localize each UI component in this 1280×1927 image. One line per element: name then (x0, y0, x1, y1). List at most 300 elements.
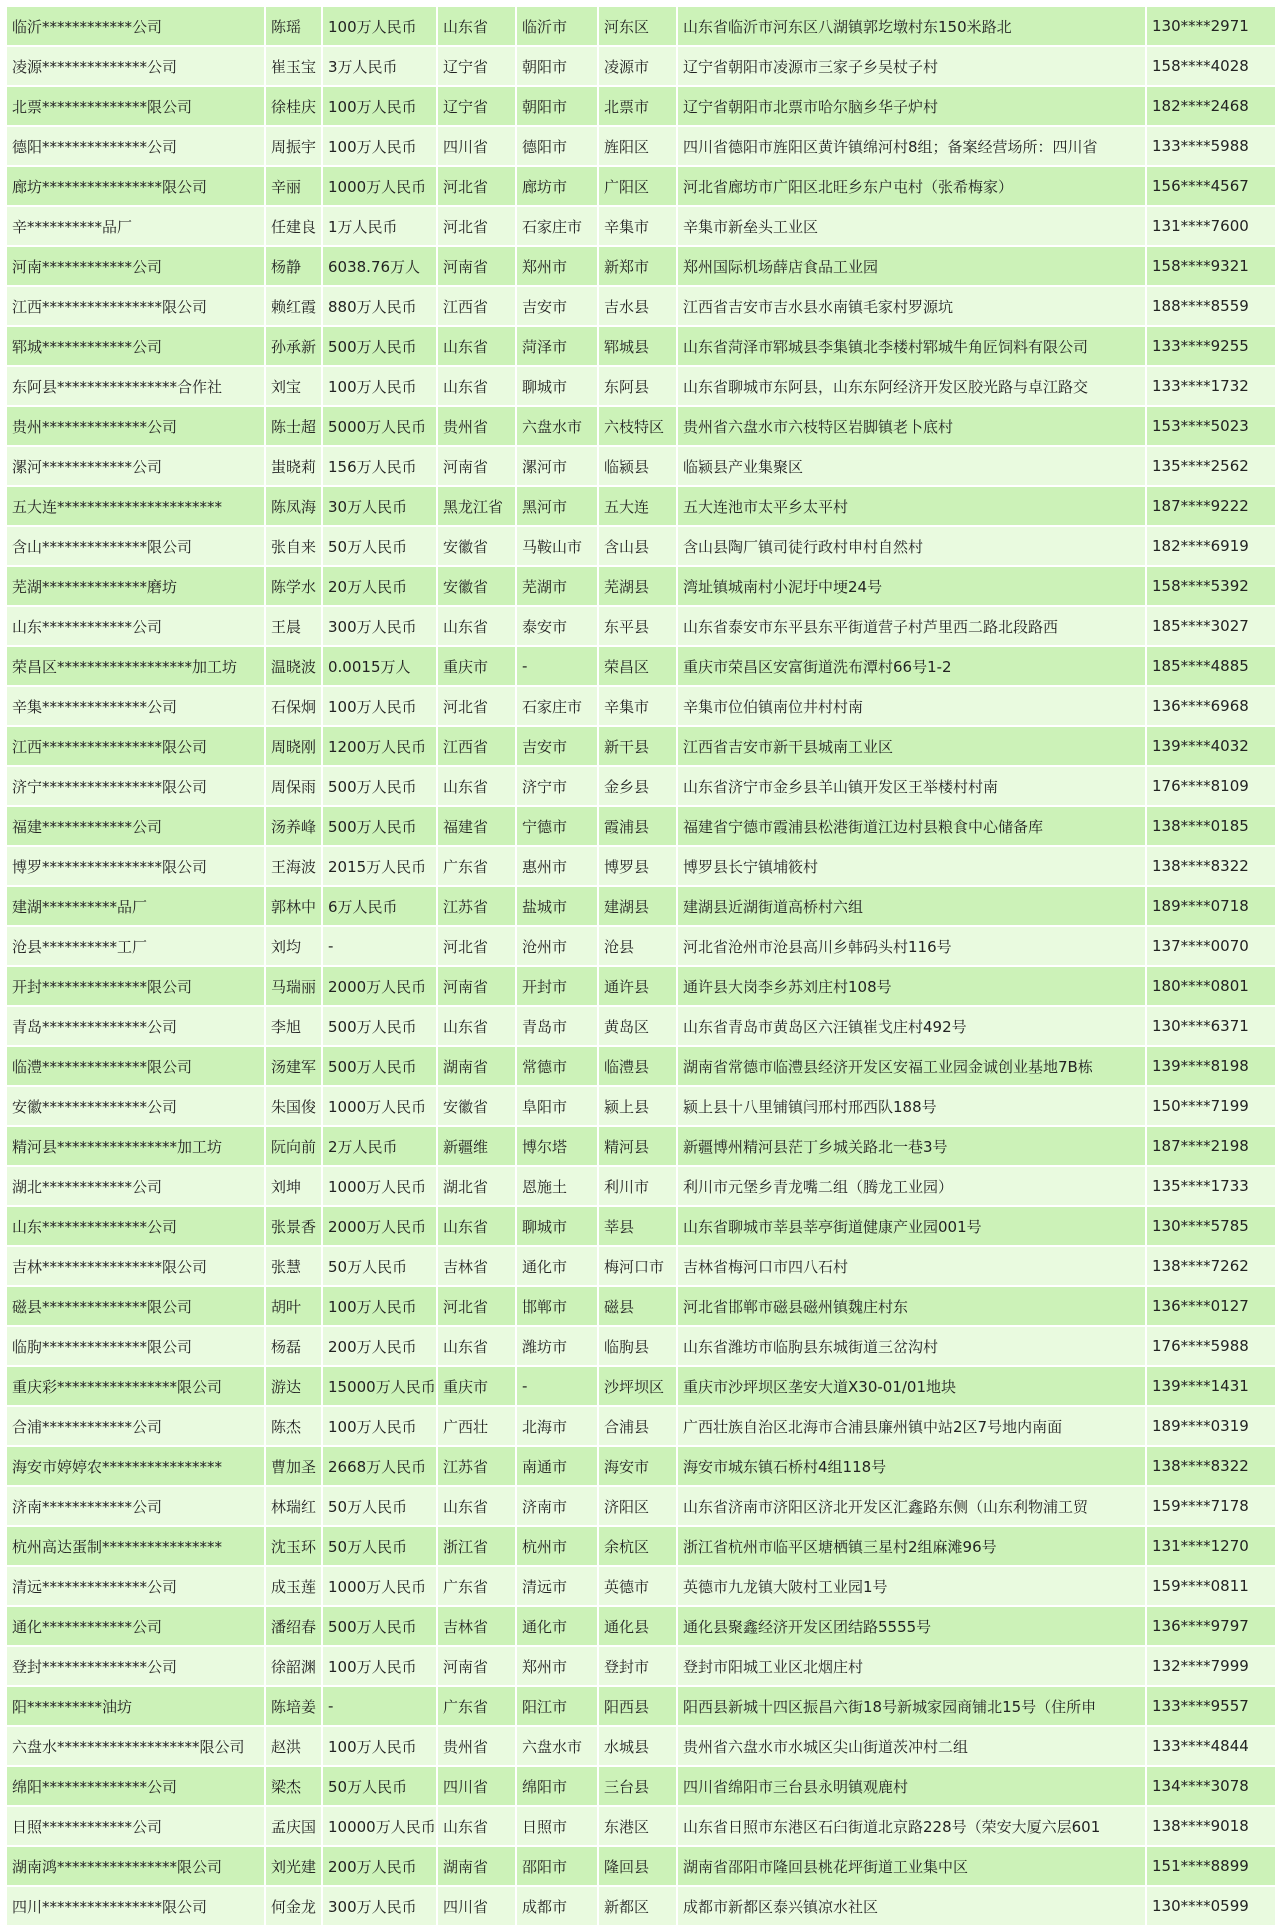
company-name-cell: 沧县**********工厂 (7, 927, 264, 965)
table-row (7, 447, 1275, 485)
company-name-cell: 精河县****************加工坊 (7, 1127, 264, 1165)
registered-capital-cell: 15000万人民币 (323, 1367, 436, 1405)
registered-capital-cell: - (323, 927, 436, 965)
province-cell: 广东省 (438, 1687, 515, 1725)
phone-cell: 159****0811 (1147, 1567, 1275, 1605)
province-cell: 湖南省 (438, 1847, 515, 1885)
province-cell: 江西省 (438, 727, 515, 765)
address-cell: 吉林省梅河口市四八石村 (678, 1247, 1145, 1285)
city-cell: 开封市 (517, 967, 597, 1005)
table-row (7, 607, 1275, 645)
contact-name-cell: 陈培姜 (266, 1687, 321, 1725)
phone-cell: 131****7600 (1147, 207, 1275, 245)
registered-capital-cell: 100万人民币 (323, 7, 436, 45)
table-row (7, 1567, 1275, 1605)
registered-capital-cell: 2668万人民币 (323, 1447, 436, 1485)
province-cell: 湖北省 (438, 1167, 515, 1205)
address-cell: 新疆博州精河县茫丁乡城关路北一巷3号 (678, 1127, 1145, 1165)
address-cell: 辛集市位伯镇南位井村村南 (678, 687, 1145, 725)
province-cell: 重庆市 (438, 1367, 515, 1405)
address-cell: 海安市城东镇石桥村4组118号 (678, 1447, 1145, 1485)
table-body (7, 7, 1275, 1925)
address-cell: 江西省吉安市吉水县水南镇毛家村罗源坑 (678, 287, 1145, 325)
district-cell: 莘县 (599, 1207, 676, 1245)
company-name-cell: 日照************公司 (7, 1807, 264, 1845)
contact-name-cell: 成玉莲 (266, 1567, 321, 1605)
phone-cell: 130****5785 (1147, 1207, 1275, 1245)
table-row (7, 1087, 1275, 1125)
district-cell: 合浦县 (599, 1407, 676, 1445)
address-cell: 重庆市沙坪坝区垄安大道X30-01/01地块 (678, 1367, 1145, 1405)
province-cell: 浙江省 (438, 1527, 515, 1565)
city-cell: 阳江市 (517, 1687, 597, 1725)
registered-capital-cell: 1000万人民币 (323, 1167, 436, 1205)
registered-capital-cell: 100万人民币 (323, 127, 436, 165)
province-cell: 山东省 (438, 367, 515, 405)
province-cell: 黑龙江省 (438, 487, 515, 525)
phone-cell: 150****7199 (1147, 1087, 1275, 1125)
address-cell: 建湖县近湖街道高桥村六组 (678, 887, 1145, 925)
company-name-cell: 芜湖**************磨坊 (7, 567, 264, 605)
contact-name-cell: 任建良 (266, 207, 321, 245)
company-name-cell: 登封**************公司 (7, 1647, 264, 1685)
table-row (7, 1487, 1275, 1525)
table-row (7, 687, 1275, 725)
company-name-cell: 通化************公司 (7, 1607, 264, 1645)
city-cell: 吉安市 (517, 287, 597, 325)
contact-name-cell: 李旭 (266, 1007, 321, 1045)
phone-cell: 189****0718 (1147, 887, 1275, 925)
district-cell: 广阳区 (599, 167, 676, 205)
company-name-cell: 河南************公司 (7, 247, 264, 285)
address-cell: 河北省沧州市沧县高川乡韩码头村116号 (678, 927, 1145, 965)
table-row (7, 647, 1275, 685)
company-name-cell: 四川****************限公司 (7, 1887, 264, 1925)
district-cell: 新郑市 (599, 247, 676, 285)
district-cell: 三台县 (599, 1767, 676, 1805)
phone-cell: 176****5988 (1147, 1327, 1275, 1365)
phone-cell: 182****6919 (1147, 527, 1275, 565)
city-cell: 通化市 (517, 1607, 597, 1645)
company-name-cell: 六盘水*******************限公司 (7, 1727, 264, 1765)
company-name-cell: 重庆彩****************限公司 (7, 1367, 264, 1405)
registered-capital-cell: 1000万人民币 (323, 1087, 436, 1125)
district-cell: 东平县 (599, 607, 676, 645)
contact-name-cell: 朱国俊 (266, 1087, 321, 1125)
province-cell: 湖南省 (438, 1047, 515, 1085)
address-cell: 河北省邯郸市磁县磁州镇魏庄村东 (678, 1287, 1145, 1325)
address-cell: 广西壮族自治区北海市合浦县廉州镇中站2区7号地内南面 (678, 1407, 1145, 1445)
table-row (7, 47, 1275, 85)
company-name-cell: 东阿县****************合作社 (7, 367, 264, 405)
district-cell: 北票市 (599, 87, 676, 125)
address-cell: 山东省临沂市河东区八湖镇郭圪墩村东150米路北 (678, 7, 1145, 45)
table-row (7, 1847, 1275, 1885)
table-row (7, 87, 1275, 125)
city-cell: 盐城市 (517, 887, 597, 925)
contact-name-cell: 刘均 (266, 927, 321, 965)
contact-name-cell: 徐桂庆 (266, 87, 321, 125)
district-cell: 临朐县 (599, 1327, 676, 1365)
contact-name-cell: 陈杰 (266, 1407, 321, 1445)
registered-capital-cell: 30万人民币 (323, 487, 436, 525)
registered-capital-cell: 1000万人民币 (323, 167, 436, 205)
phone-cell: 138****7262 (1147, 1247, 1275, 1285)
district-cell: 沙坪坝区 (599, 1367, 676, 1405)
city-cell: 六盘水市 (517, 1727, 597, 1765)
phone-cell: 135****2562 (1147, 447, 1275, 485)
phone-cell: 158****4028 (1147, 47, 1275, 85)
city-cell: 漯河市 (517, 447, 597, 485)
district-cell: 博罗县 (599, 847, 676, 885)
city-cell: 郑州市 (517, 247, 597, 285)
address-cell: 河北省廊坊市广阳区北旺乡东户屯村（张希梅家） (678, 167, 1145, 205)
address-cell: 湖南省邵阳市隆回县桃花坪街道工业集中区 (678, 1847, 1145, 1885)
contact-name-cell: 陈学水 (266, 567, 321, 605)
province-cell: 山东省 (438, 1327, 515, 1365)
registered-capital-cell: 100万人民币 (323, 1407, 436, 1445)
contact-name-cell: 王晨 (266, 607, 321, 645)
phone-cell: 151****8899 (1147, 1847, 1275, 1885)
registered-capital-cell: 2000万人民币 (323, 1207, 436, 1245)
table-row (7, 1407, 1275, 1445)
company-name-cell: 湖南鸿****************限公司 (7, 1847, 264, 1885)
city-cell: 石家庄市 (517, 687, 597, 725)
district-cell: 颍上县 (599, 1087, 676, 1125)
contact-name-cell: 陈士超 (266, 407, 321, 445)
phone-cell: 135****1733 (1147, 1167, 1275, 1205)
district-cell: 通化县 (599, 1607, 676, 1645)
registered-capital-cell: 50万人民币 (323, 1247, 436, 1285)
address-cell: 山东省青岛市黄岛区六汪镇崔戈庄村492号 (678, 1007, 1145, 1045)
city-cell: 济南市 (517, 1487, 597, 1525)
district-cell: 梅河口市 (599, 1247, 676, 1285)
province-cell: 四川省 (438, 1767, 515, 1805)
contact-name-cell: 石保炯 (266, 687, 321, 725)
phone-cell: 156****4567 (1147, 167, 1275, 205)
address-cell: 贵州省六盘水市水城区尖山街道茨冲村二组 (678, 1727, 1145, 1765)
company-name-cell: 吉林****************限公司 (7, 1247, 264, 1285)
table-row (7, 1727, 1275, 1765)
contact-name-cell: 周保雨 (266, 767, 321, 805)
contact-name-cell: 何金龙 (266, 1887, 321, 1925)
company-name-cell: 福建************公司 (7, 807, 264, 845)
contact-name-cell: 崔玉宝 (266, 47, 321, 85)
city-cell: 朝阳市 (517, 87, 597, 125)
district-cell: 吉水县 (599, 287, 676, 325)
address-cell: 阳西县新城十四区振昌六街18号新城家园商铺北15号（住所申 (678, 1687, 1145, 1725)
table-row (7, 247, 1275, 285)
address-cell: 含山县陶厂镇司徒行政村申村自然村 (678, 527, 1145, 565)
registered-capital-cell: 20万人民币 (323, 567, 436, 605)
province-cell: 江苏省 (438, 887, 515, 925)
address-cell: 浙江省杭州市临平区塘栖镇三星村2组麻滩96号 (678, 1527, 1145, 1565)
address-cell: 五大连池市太平乡太平村 (678, 487, 1145, 525)
contact-name-cell: 刘光建 (266, 1847, 321, 1885)
contact-name-cell: 阮向前 (266, 1127, 321, 1165)
address-cell: 重庆市荣昌区安富街道洗布潭村66号1-2 (678, 647, 1145, 685)
province-cell: 广东省 (438, 1567, 515, 1605)
district-cell: 新干县 (599, 727, 676, 765)
phone-cell: 176****8109 (1147, 767, 1275, 805)
company-name-cell: 清远**************公司 (7, 1567, 264, 1605)
contact-name-cell: 张慧 (266, 1247, 321, 1285)
address-cell: 山东省日照市东港区石臼街道北京路228号（荣安大厦六层601 (678, 1807, 1145, 1845)
registered-capital-cell: 500万人民币 (323, 767, 436, 805)
address-cell: 贵州省六盘水市六枝特区岩脚镇老卜底村 (678, 407, 1145, 445)
company-name-cell: 德阳**************公司 (7, 127, 264, 165)
district-cell: 荣昌区 (599, 647, 676, 685)
phone-cell: 133****9557 (1147, 1687, 1275, 1725)
address-cell: 辛集市新垒头工业区 (678, 207, 1145, 245)
phone-cell: 159****7178 (1147, 1487, 1275, 1525)
table-row (7, 1607, 1275, 1645)
address-cell: 利川市元堡乡青龙嘴二组（腾龙工业园） (678, 1167, 1145, 1205)
province-cell: 江苏省 (438, 1447, 515, 1485)
address-cell: 湖南省常德市临澧县经济开发区安福工业园金诚创业基地7B栋 (678, 1047, 1145, 1085)
province-cell: 河北省 (438, 167, 515, 205)
registered-capital-cell: 6038.76万人 (323, 247, 436, 285)
table-row (7, 1807, 1275, 1845)
company-name-cell: 湖北************公司 (7, 1167, 264, 1205)
city-cell: 济宁市 (517, 767, 597, 805)
table-row (7, 567, 1275, 605)
district-cell: 辛集市 (599, 687, 676, 725)
address-cell: 成都市新都区泰兴镇凉水社区 (678, 1887, 1145, 1925)
province-cell: 河北省 (438, 687, 515, 725)
phone-cell: 139****1431 (1147, 1367, 1275, 1405)
province-cell: 河北省 (438, 1287, 515, 1325)
district-cell: 临澧县 (599, 1047, 676, 1085)
phone-cell: 131****1270 (1147, 1527, 1275, 1565)
table-row (7, 407, 1275, 445)
province-cell: 辽宁省 (438, 87, 515, 125)
company-name-cell: 荣昌区******************加工坊 (7, 647, 264, 685)
contact-name-cell: 张景香 (266, 1207, 321, 1245)
province-cell: 福建省 (438, 807, 515, 845)
company-name-cell: 凌源**************公司 (7, 47, 264, 85)
contact-name-cell: 陈凤海 (266, 487, 321, 525)
address-cell: 四川省德阳市旌阳区黄许镇绵河村8组；备案经营场所：四川省 (678, 127, 1145, 165)
province-cell: 新疆维 (438, 1127, 515, 1165)
phone-cell: 187****2198 (1147, 1127, 1275, 1165)
registered-capital-cell: 1200万人民币 (323, 727, 436, 765)
contact-name-cell: 孙承新 (266, 327, 321, 365)
city-cell: - (517, 647, 597, 685)
company-name-cell: 青岛**************公司 (7, 1007, 264, 1045)
phone-cell: 138****8322 (1147, 1447, 1275, 1485)
company-name-cell: 临沂************公司 (7, 7, 264, 45)
province-cell: 贵州省 (438, 407, 515, 445)
phone-cell: 158****9321 (1147, 247, 1275, 285)
contact-name-cell: 王海波 (266, 847, 321, 885)
table-row (7, 1647, 1275, 1685)
registered-capital-cell: 1000万人民币 (323, 1567, 436, 1605)
city-cell: 朝阳市 (517, 47, 597, 85)
district-cell: 含山县 (599, 527, 676, 565)
registered-capital-cell: 500万人民币 (323, 327, 436, 365)
registered-capital-cell: 100万人民币 (323, 1647, 436, 1685)
contact-name-cell: 赵洪 (266, 1727, 321, 1765)
contact-name-cell: 游达 (266, 1367, 321, 1405)
registered-capital-cell: 100万人民币 (323, 1727, 436, 1765)
registered-capital-cell: 50万人民币 (323, 1767, 436, 1805)
address-cell: 山东省泰安市东平县东平街道营子村芦里西二路北段路西 (678, 607, 1145, 645)
contact-name-cell: 胡叶 (266, 1287, 321, 1325)
registered-capital-cell: 0.0015万人 (323, 647, 436, 685)
phone-cell: 138****9018 (1147, 1807, 1275, 1845)
city-cell: 邵阳市 (517, 1847, 597, 1885)
registered-capital-cell: 50万人民币 (323, 527, 436, 565)
province-cell: 山东省 (438, 1487, 515, 1525)
phone-cell: 188****8559 (1147, 287, 1275, 325)
address-cell: 博罗县长宁镇埔筱村 (678, 847, 1145, 885)
contact-name-cell: 周晓刚 (266, 727, 321, 765)
table-row (7, 487, 1275, 525)
phone-cell: 138****0185 (1147, 807, 1275, 845)
company-name-cell: 杭州高达蛋制**************** (7, 1527, 264, 1565)
district-cell: 海安市 (599, 1447, 676, 1485)
province-cell: 四川省 (438, 127, 515, 165)
province-cell: 山东省 (438, 607, 515, 645)
phone-cell: 134****3078 (1147, 1767, 1275, 1805)
city-cell: 宁德市 (517, 807, 597, 845)
city-cell: 惠州市 (517, 847, 597, 885)
city-cell: 成都市 (517, 1887, 597, 1925)
province-cell: 河北省 (438, 927, 515, 965)
city-cell: 邯郸市 (517, 1287, 597, 1325)
phone-cell: 133****9255 (1147, 327, 1275, 365)
province-cell: 山东省 (438, 767, 515, 805)
district-cell: 临颍县 (599, 447, 676, 485)
phone-cell: 138****8322 (1147, 847, 1275, 885)
table-row (7, 1127, 1275, 1165)
address-cell: 湾址镇城南村小泥圩中埂24号 (678, 567, 1145, 605)
contact-name-cell: 张自来 (266, 527, 321, 565)
district-cell: 登封市 (599, 1647, 676, 1685)
district-cell: 英德市 (599, 1567, 676, 1605)
address-cell: 福建省宁德市霞浦县松港街道江边村县粮食中心储备库 (678, 807, 1145, 845)
table-row (7, 1887, 1275, 1925)
province-cell: 重庆市 (438, 647, 515, 685)
table-row (7, 887, 1275, 925)
registered-capital-cell: 100万人民币 (323, 87, 436, 125)
phone-cell: 189****0319 (1147, 1407, 1275, 1445)
city-cell: 廊坊市 (517, 167, 597, 205)
contact-name-cell: 汤养峰 (266, 807, 321, 845)
address-cell: 登封市阳城工业区北烟庄村 (678, 1647, 1145, 1685)
registered-capital-cell: 300万人民币 (323, 1887, 436, 1925)
contact-name-cell: 梁杰 (266, 1767, 321, 1805)
city-cell: 博尔塔 (517, 1127, 597, 1165)
district-cell: 隆回县 (599, 1847, 676, 1885)
phone-cell: 180****0801 (1147, 967, 1275, 1005)
address-cell: 江西省吉安市新干县城南工业区 (678, 727, 1145, 765)
table-row (7, 927, 1275, 965)
registered-capital-cell: 10000万人民币 (323, 1807, 436, 1845)
city-cell: 阜阳市 (517, 1087, 597, 1125)
address-cell: 英德市九龙镇大陂村工业园1号 (678, 1567, 1145, 1605)
province-cell: 四川省 (438, 1887, 515, 1925)
table-row (7, 1327, 1275, 1365)
contact-name-cell: 马瑞丽 (266, 967, 321, 1005)
province-cell: 广西壮 (438, 1407, 515, 1445)
registered-capital-cell: 300万人民币 (323, 607, 436, 645)
phone-cell: 133****4844 (1147, 1727, 1275, 1765)
company-name-cell: 江西****************限公司 (7, 727, 264, 765)
city-cell: 吉安市 (517, 727, 597, 765)
registered-capital-cell: - (323, 1687, 436, 1725)
address-cell: 颍上县十八里铺镇闫邢村邢西队188号 (678, 1087, 1145, 1125)
district-cell: 霞浦县 (599, 807, 676, 845)
district-cell: 新都区 (599, 1887, 676, 1925)
table-row (7, 1007, 1275, 1045)
address-cell: 山东省济宁市金乡县羊山镇开发区王举楼村村南 (678, 767, 1145, 805)
province-cell: 吉林省 (438, 1607, 515, 1645)
company-name-cell: 临朐**************限公司 (7, 1327, 264, 1365)
city-cell: 杭州市 (517, 1527, 597, 1565)
city-cell: - (517, 1367, 597, 1405)
company-name-cell: 辛集**************公司 (7, 687, 264, 725)
district-cell: 郓城县 (599, 327, 676, 365)
phone-cell: 185****3027 (1147, 607, 1275, 645)
company-name-cell: 五大连********************** (7, 487, 264, 525)
contact-name-cell: 潘绍春 (266, 1607, 321, 1645)
address-cell: 四川省绵阳市三台县永明镇观鹿村 (678, 1767, 1145, 1805)
registered-capital-cell: 2015万人民币 (323, 847, 436, 885)
table-row (7, 327, 1275, 365)
address-cell: 山东省潍坊市临朐县东城街道三岔沟村 (678, 1327, 1145, 1365)
table-row (7, 1167, 1275, 1205)
contact-name-cell: 曹加圣 (266, 1447, 321, 1485)
city-cell: 北海市 (517, 1407, 597, 1445)
district-cell: 东港区 (599, 1807, 676, 1845)
address-cell: 通许县大岗李乡苏刘庄村108号 (678, 967, 1145, 1005)
table-row (7, 167, 1275, 205)
company-name-cell: 博罗****************限公司 (7, 847, 264, 885)
contact-name-cell: 刘宝 (266, 367, 321, 405)
company-name-cell: 阳**********油坊 (7, 1687, 264, 1725)
province-cell: 山东省 (438, 7, 515, 45)
table-row (7, 7, 1275, 45)
address-cell: 山东省济南市济阳区济北开发区汇鑫路东侧（山东利物浦工贸 (678, 1487, 1145, 1525)
company-name-cell: 山东**************公司 (7, 1207, 264, 1245)
registered-capital-cell: 500万人民币 (323, 807, 436, 845)
company-name-cell: 江西****************限公司 (7, 287, 264, 325)
district-cell: 黄岛区 (599, 1007, 676, 1045)
company-name-cell: 漯河************公司 (7, 447, 264, 485)
province-cell: 贵州省 (438, 1727, 515, 1765)
registered-capital-cell: 1万人民币 (323, 207, 436, 245)
district-cell: 阳西县 (599, 1687, 676, 1725)
contact-name-cell: 陈瑶 (266, 7, 321, 45)
phone-cell: 139****4032 (1147, 727, 1275, 765)
district-cell: 建湖县 (599, 887, 676, 925)
city-cell: 马鞍山市 (517, 527, 597, 565)
city-cell: 六盘水市 (517, 407, 597, 445)
province-cell: 河北省 (438, 207, 515, 245)
registered-capital-cell: 5000万人民币 (323, 407, 436, 445)
city-cell: 临沂市 (517, 7, 597, 45)
registered-capital-cell: 2000万人民币 (323, 967, 436, 1005)
table-row (7, 1527, 1275, 1565)
company-name-cell: 贵州**************公司 (7, 407, 264, 445)
contact-name-cell: 辛丽 (266, 167, 321, 205)
district-cell: 水城县 (599, 1727, 676, 1765)
table-row (7, 1687, 1275, 1725)
address-cell: 临颍县产业集聚区 (678, 447, 1145, 485)
company-name-cell: 绵阳**************公司 (7, 1767, 264, 1805)
